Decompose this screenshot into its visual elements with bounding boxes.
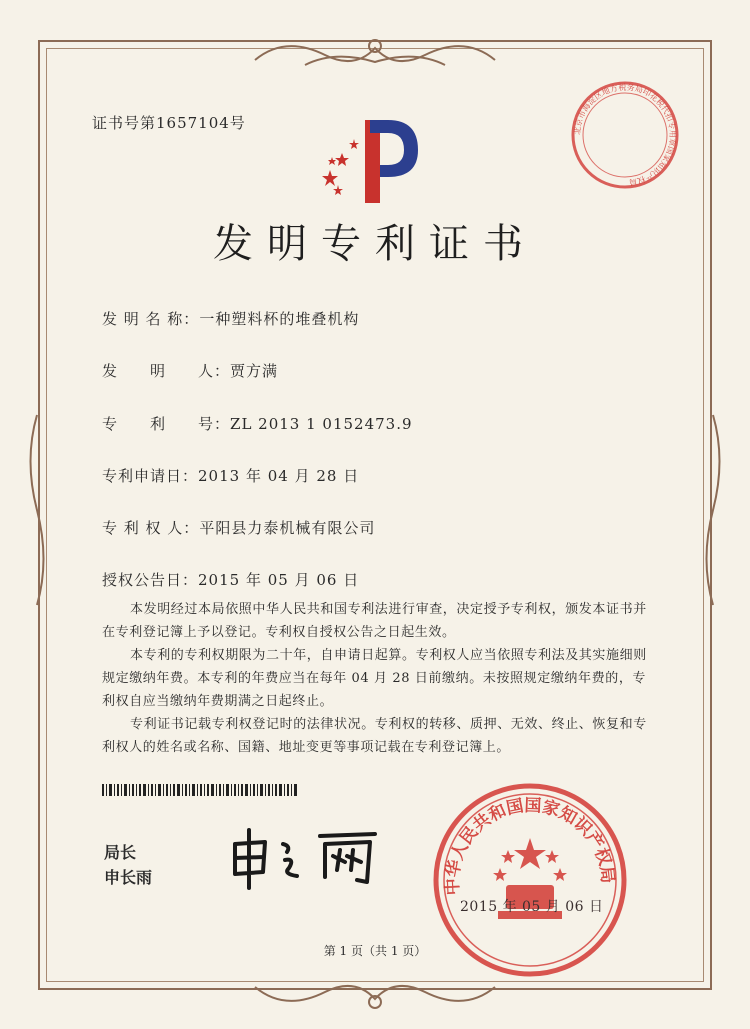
certificate-body bbox=[102, 598, 647, 759]
page-number: 第 1 页（共 1 页） bbox=[323, 944, 427, 958]
inventor-value: 贾方满 bbox=[230, 362, 279, 380]
barcode bbox=[102, 784, 297, 796]
field-grant-date bbox=[102, 569, 359, 590]
invention-name-value: 一种塑料杯的堆叠机构 bbox=[199, 310, 360, 328]
field-patent-number bbox=[102, 413, 413, 434]
top-ornament bbox=[245, 30, 505, 80]
director-title: 局长 bbox=[104, 843, 137, 862]
big-seal-text: 中华人民共和国国家知识产权局 bbox=[442, 795, 618, 896]
invention-name-label: 发 明 名 称： bbox=[102, 310, 200, 328]
left-ornament bbox=[22, 410, 52, 610]
seal-date: 2015 年 05 月 06 日 bbox=[460, 899, 604, 915]
right-ornament bbox=[698, 410, 728, 610]
body-paragraph-3: 专利证书记载专利权登记时的法律状况。专利权的转移、质押、无效、终止、恢复和专利权人的姓名或名称、国籍、地址变更等事项记载在专利登记簿上。 bbox=[102, 717, 647, 755]
field-inventor bbox=[102, 360, 278, 381]
filing-date-value: 2013 年 04 月 28 日 bbox=[198, 467, 360, 485]
body-paragraph-2: 本专利的专利权期限为二十年，自申请日起算。专利权人应当依照专利法及其实施细则规定缴纳年费。本专利的年费应当在每年 04 月 28 日前缴纳。未按照规定缴纳年费的，专利权自应当缴纳年费期满之日起终止。 bbox=[102, 648, 647, 709]
inventor-label: 发 明 人： bbox=[102, 362, 231, 380]
field-filing-date bbox=[102, 465, 359, 486]
grant-date-label: 授权公告日： bbox=[102, 571, 199, 589]
patentee-label: 专 利 权 人： bbox=[102, 519, 200, 537]
field-patentee bbox=[102, 517, 375, 538]
patent-number-value: ZL 2013 1 0152473.9 bbox=[230, 415, 413, 433]
field-invention-name bbox=[102, 308, 359, 329]
filing-date-label: 专利申请日： bbox=[102, 467, 199, 485]
certificate-number: 证书号第1657104号 bbox=[92, 114, 246, 132]
small-seal-text: 北京市海淀区地方税务局印花税代扣专用章国家知识产权局 bbox=[572, 82, 678, 187]
director-name: 申长雨 bbox=[104, 868, 153, 887]
grant-date-value: 2015 年 05 月 06 日 bbox=[198, 571, 360, 589]
body-paragraph-1: 本发明经过本局依照中华人民共和国专利法进行审查，决定授予专利权，颁发本证书并在专利登记簿上予以登记。专利权自授权公告之日起生效。 bbox=[102, 602, 647, 640]
director-signature bbox=[225, 822, 395, 892]
patentee-value: 平阳县力泰机械有限公司 bbox=[199, 519, 376, 537]
cnipa-logo-icon bbox=[310, 115, 420, 205]
tax-stamp-seal bbox=[570, 80, 680, 190]
certificate-title: 发明专利证书 bbox=[213, 221, 537, 267]
patent-number-label: 专 利 号： bbox=[102, 415, 231, 433]
